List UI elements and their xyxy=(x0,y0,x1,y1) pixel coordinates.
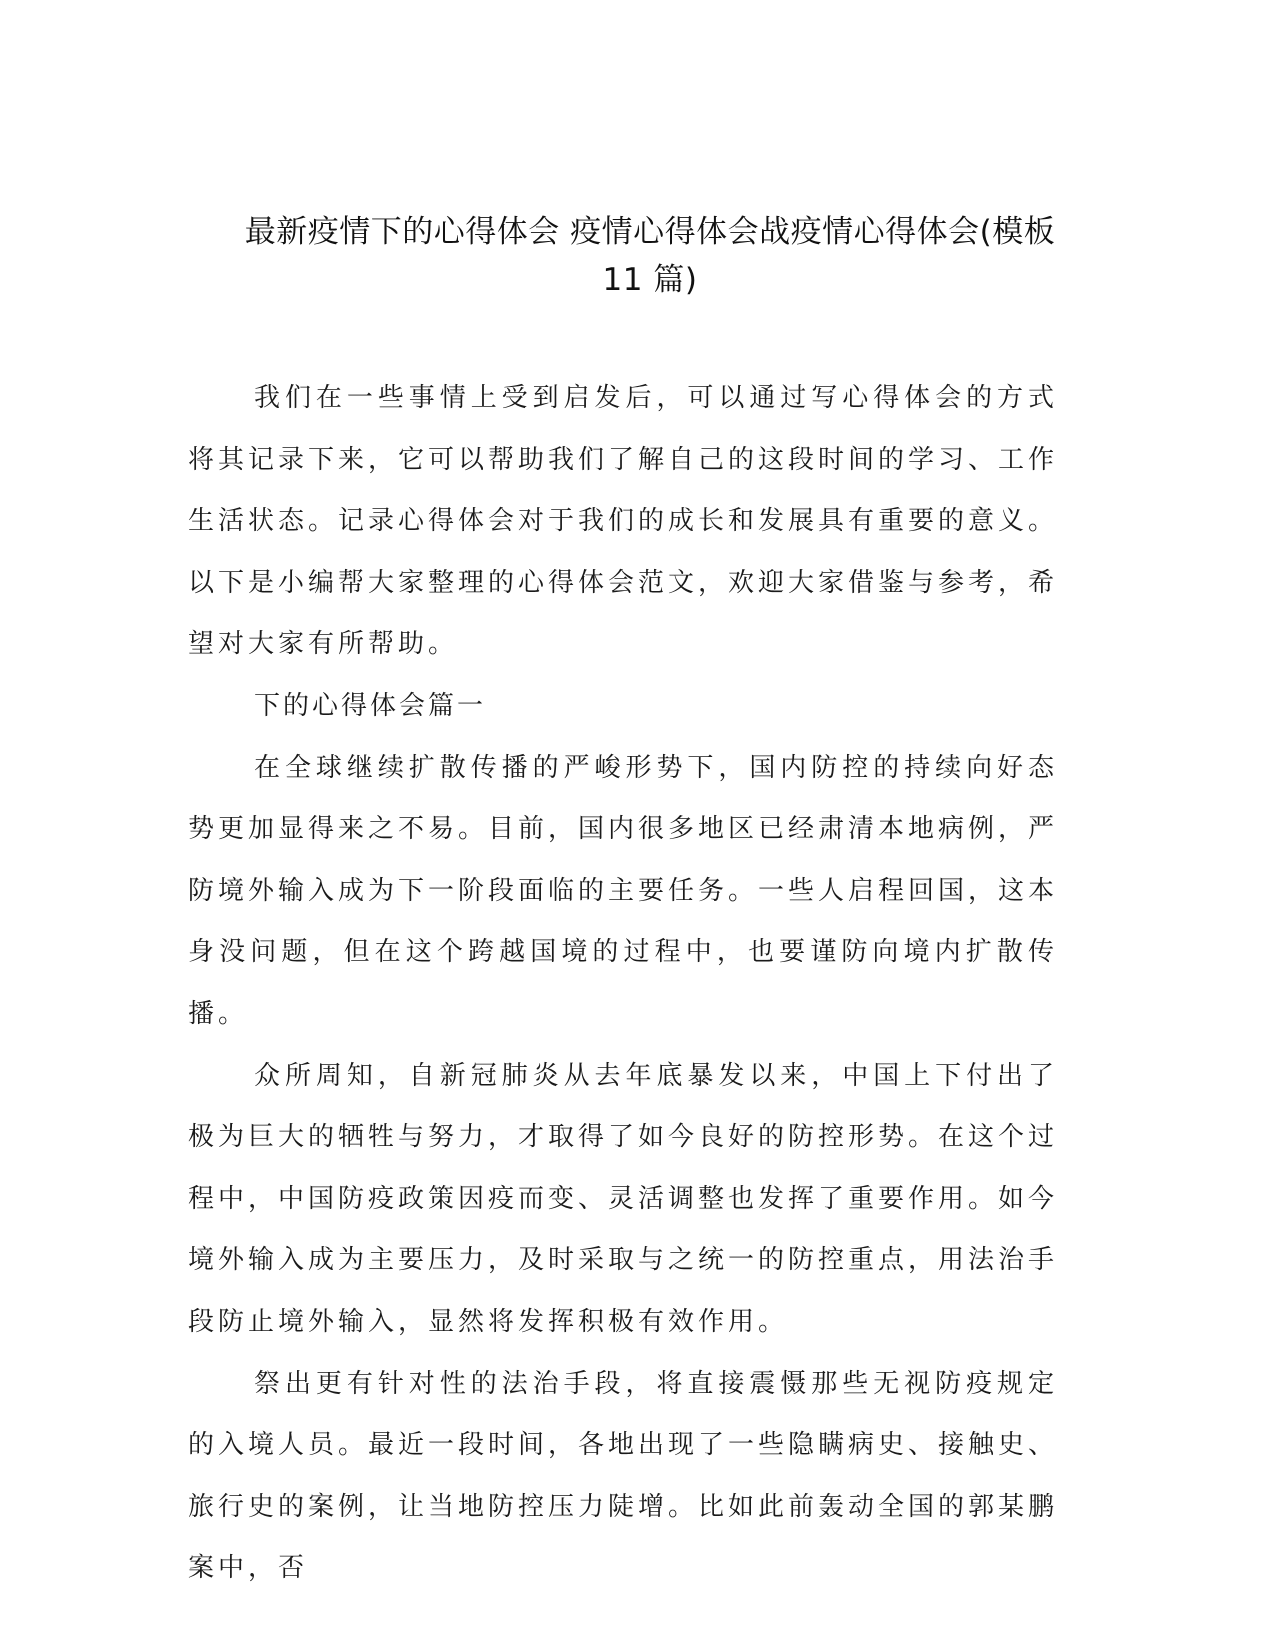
document-title-line-1: 最新疫情下的心得体会 疫情心得体会战疫情心得体会(模板 xyxy=(244,214,1056,250)
document-title-line-2: 11 篇) xyxy=(602,262,698,298)
body-paragraph-2: 众所周知，自新冠肺炎从去年底暴发以来，中国上下付出了极为巨大的牺牲与努力，才取得了如今良好的防控形势。在这个过程中，中国防疫政策因疫而变、灵活调整也发挥了重要作用。如今境外输入成为主要压力，及时采取与之统一的防控重点，用法治手段防止境外输入，显然将发挥积极有效作用。 xyxy=(188,1060,1059,1337)
intro-paragraph: 我们在一些事情上受到启发后，可以通过写心得体会的方式将其记录下来，它可以帮助我们了解自己的这段时间的学习、工作生活状态。记录心得体会对于我们的成长和发展具有重要的意义。以下是小编帮大家整理的心得体会范文，欢迎大家借鉴与参考，希望对大家有所帮助。 xyxy=(188,383,1059,660)
body-paragraph-3: 祭出更有针对性的法治手段，将直接震慑那些无视防疫规定的入境人员。最近一段时间，各地出现了一些隐瞒病史、接触史、旅行史的案例，让当地防控压力陡增。比如此前轰动全国的郭某鹏案中，否 xyxy=(188,1368,1059,1584)
body-paragraph-1: 在全球继续扩散传播的严峻形势下，国内防控的持续向好态势更加显得来之不易。目前，国内很多地区已经肃清本地病例，严防境外输入成为下一阶段面临的主要任务。一些人启程回国，这本身没问题，但在这个跨越国境的过程中，也要谨防向境内扩散传播。 xyxy=(188,752,1059,1029)
document-title xyxy=(150,208,1150,304)
document-body xyxy=(188,368,1058,1600)
section-heading: 下的心得体会篇一 xyxy=(254,690,487,721)
